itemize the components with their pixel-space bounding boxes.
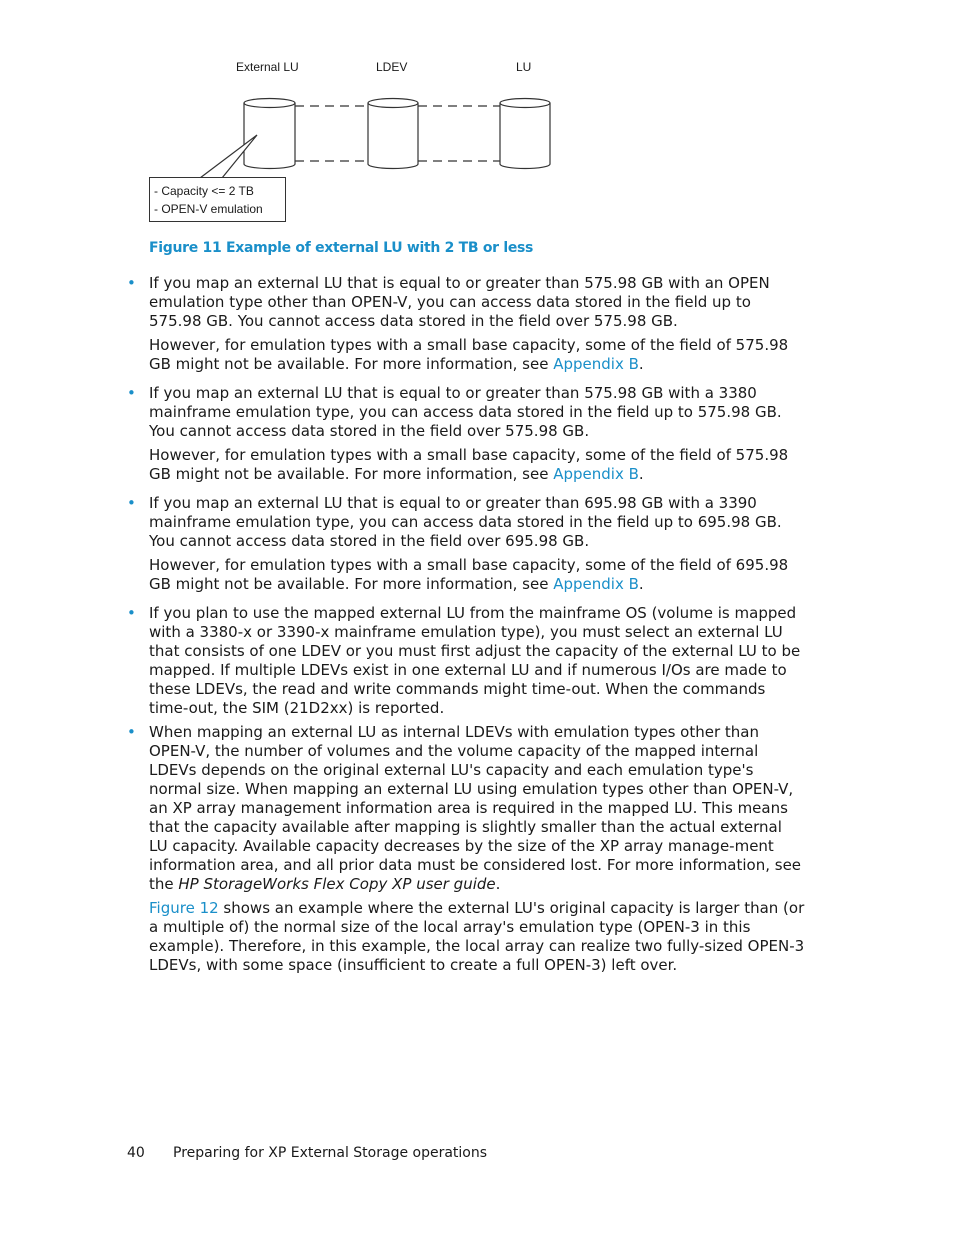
appendix-b-link[interactable]: Appendix B	[553, 355, 639, 373]
callout-line-emulation: - OPEN-V emulation	[154, 202, 263, 216]
cylinder-external-lu	[244, 99, 295, 169]
bullet-list	[0, 274, 954, 980]
list-item	[127, 494, 805, 594]
figure-11	[0, 0, 954, 240]
list-item	[127, 274, 805, 374]
callout-box	[149, 177, 286, 222]
bullet-marker: •	[127, 274, 136, 292]
label-lu: LU	[516, 60, 532, 74]
bullet-text: If you plan to use the mapped external LU from the mainframe OS (volume is mapped with a 3380-x or 3390-x mainframe emulation type), you must select an external LU that consists of one LDEV or you must first adjust the capacity of the external LU to be mapped. If multiple LDEVs exist in one external LU and if numerous I/Os are made to these LDEVs, the read and write commands might time-out. When the commands time-out, the SIM (21D2xx) is reported.	[149, 604, 801, 717]
bullet-marker: •	[127, 384, 136, 402]
figure-caption: Figure 11 Example of external LU with 2 TB or less	[149, 240, 534, 256]
bullet-text: When mapping an external LU as internal LDEVs with emulation types other than OPEN-V, the number of volumes and the volume capacity of the mapped internal LDEVs depends on the original external LU's capacity and each emulation type's normal size. When mapping an external LU using emulation types other than OPEN-V, an XP array management information area is required in the mapped LU. This means that the capacity available after mapping is slightly smaller than the actual external LU capacity. Available capacity decreases by the size of the XP array manage-ment information area, and all prior data must be considered lost. For more information, see the HP StorageWorks Flex Copy XP user guide.	[149, 723, 802, 893]
bullet-note: However, for emulation types with a small base capacity, some of the field of 575.98 GB might not be available. For more information, see Appendix B.	[149, 336, 789, 373]
figure-diagram	[0, 0, 954, 240]
bullet-marker: •	[127, 723, 136, 741]
page-footer	[127, 1145, 487, 1161]
bullet-note: Figure 12 shows an example where the external LU's original capacity is larger than (or a multiple of) the normal size of the local array's emulation type (OPEN-3 in this example). Therefore, in this example, the local array can realize two fully-sized OPEN-3 LDEVs, with some space (insufficient to create a full OPEN-3) left over.	[149, 899, 805, 974]
bullet-marker: •	[127, 604, 136, 622]
list-item	[127, 723, 805, 975]
bullet-marker: •	[127, 494, 136, 512]
cylinder-ldev	[368, 99, 418, 169]
appendix-b-link[interactable]: Appendix B	[553, 465, 639, 483]
figure-12-link[interactable]: Figure 12	[149, 899, 219, 917]
appendix-b-link[interactable]: Appendix B	[553, 575, 639, 593]
label-external-lu: External LU	[236, 60, 299, 74]
bullet-note: However, for emulation types with a small base capacity, some of the field of 575.98 GB might not be available. For more information, see Appendix B.	[149, 446, 789, 483]
callout-line-capacity: - Capacity <= 2 TB	[154, 184, 254, 198]
bullet-text: If you map an external LU that is equal to or greater than 575.98 GB with a 3380 mainframe emulation type, you can access data stored in the field up to 575.98 GB. You cannot access data stored in the field over 575.98 GB.	[149, 384, 782, 440]
label-ldev: LDEV	[376, 60, 408, 74]
guide-title: HP StorageWorks Flex Copy XP user guide	[178, 875, 496, 893]
section-title: Preparing for XP External Storage operations	[173, 1145, 488, 1161]
page-number: 40	[127, 1145, 145, 1161]
list-item	[127, 384, 805, 484]
list-item	[127, 604, 805, 718]
bullet-text: If you map an external LU that is equal to or greater than 575.98 GB with an OPEN emulation type other than OPEN-V, you can access data stored in the field up to 575.98 GB. You cannot access data stored in the field over 575.98 GB.	[149, 274, 770, 330]
bullet-text: If you map an external LU that is equal to or greater than 695.98 GB with a 3390 mainframe emulation type, you can access data stored in the field up to 695.98 GB. You cannot access data stored in the field over 695.98 GB.	[149, 494, 782, 550]
cylinder-lu	[500, 99, 550, 169]
bullet-note: However, for emulation types with a small base capacity, some of the field of 695.98 GB might not be available. For more information, see Appendix B.	[149, 556, 789, 593]
